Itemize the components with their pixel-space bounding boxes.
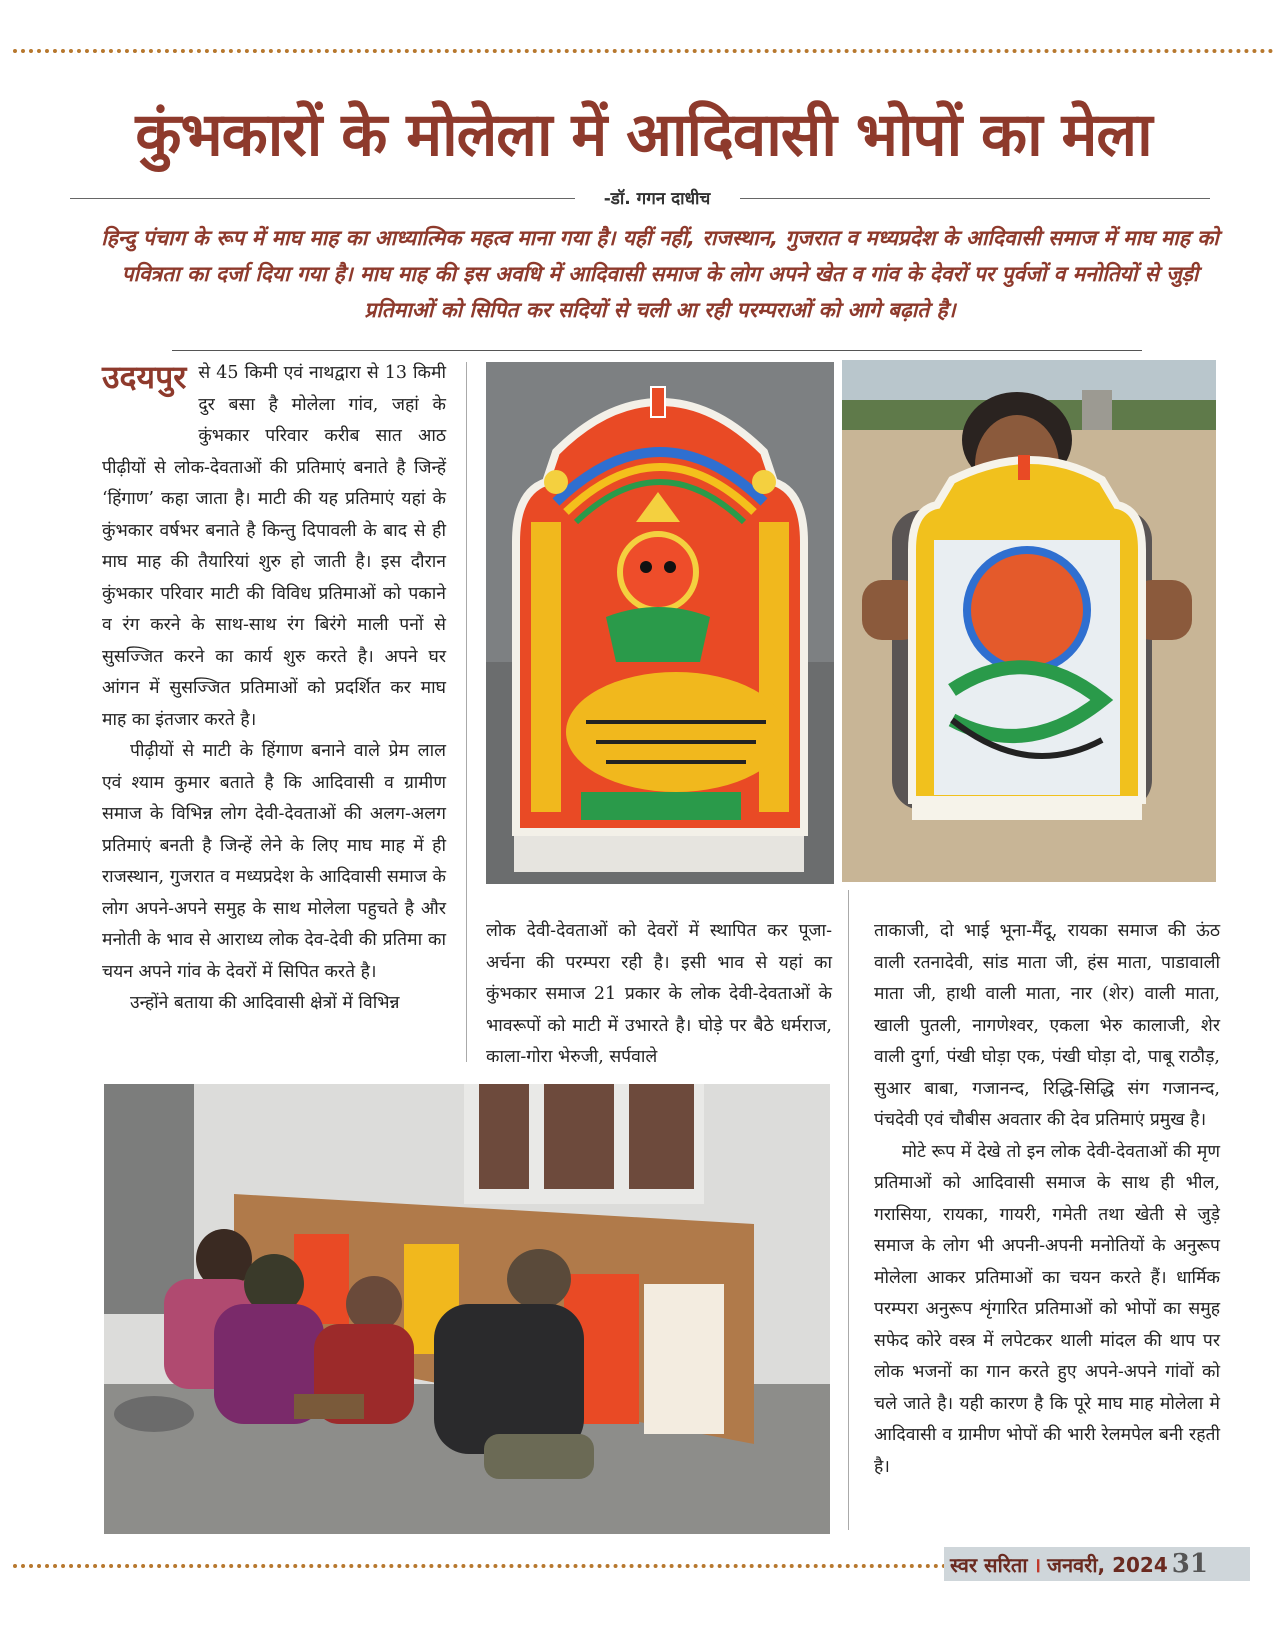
col1-paragraph-2: पीढ़ीयों से माटी के हिंगाण बनाने वाले प्रेम लाल एवं श्याम कुमार बताते है कि आदिवासी व ग्रामीण समाज के विभिन्न लोग देवी-देवताओं की अलग-अलग प्रतिमाएं बनती है जिन्हें लेने के लिए माघ माह में ही राजस्थान, गुजरात व मध्यप्रदेश के आदिवासी समाज के लोग अपने-अपने समुह के साथ मोलेला पहुचते है और मनोती के भाव से आराध्य लोक देव-देवी की प्रतिमा का चयन अपने गांव के देवरों में सिपित करते है। [102, 741, 446, 982]
article-column-3 [874, 916, 1220, 1483]
byline-rule-right [740, 198, 1210, 199]
column-divider-2 [848, 890, 849, 1530]
man-holding-plaque-photo [842, 360, 1216, 882]
col3-paragraph-1: ताकाजी, दो भाई भूना-मैंदू, रायका समाज की ऊंठ वाली रतनादेवी, सांड माता जी, हंस माता, पाडावाली माता जी, हाथी वाली माता, नार (शेर) वाली माता, खाली पुतली, नागणेश्वर, एकला भेरु कालाजी, शेर वाली दुर्गा, पंखी घोड़ा एक, पंखी घोड़ा दो, पाबू राठौड़, सुआर बाबा, गजानन्द, रिद्धि-सिद्धि संग गजानन्द, पंचदेवी एवं चौबीस अवतार की देव प्रतिमाएं प्रमुख है। [874, 921, 1220, 1130]
author-byline: -डॉ. गगन दाधीच [603, 189, 711, 209]
man-holding-plaque-image [842, 360, 1216, 882]
artisans-painting-image [104, 1084, 830, 1534]
artisans-painting-photo [104, 1084, 830, 1534]
col1-paragraph-1: से 45 किमी एवं नाथद्वारा से 13 किमी दुर बसा है मोलेला गांव, जहां के कुंभकार परिवार करीब सात आठ पीढ़ीयों से लोक-देवताओं की प्रतिमाएं बनाते है जिन्हें ‘हिंगाण’ कहा जाता है। माटी की यह प्रतिमाएं यहां के कुंभकार वर्षभर बनाते है किन्तु दिपावली के बाद से ही माघ माह की तैयारियां शुरु हो जाती है। इस दौरान कुंभकार परिवार माटी की विविध प्रतिमाओं को पकाने व रंग करने के साथ-साथ रंग बिरंगे माली पनों से सुसज्जित करने का कार्य शुरु करते है। अपने घर आंगन में सुसज्जित प्रतिमाओं को प्रदर्शित कर माघ माह का इंतजार करते है। [102, 363, 446, 730]
footer-separator: । [1033, 1553, 1042, 1577]
page-number: 31 [1171, 1549, 1208, 1579]
column-divider-1 [466, 362, 467, 1062]
magazine-name: स्वर सरिता [950, 1553, 1028, 1577]
issue-date: जनवरी, 2024 [1047, 1553, 1168, 1577]
byline-rule-left [70, 198, 575, 199]
article-column-2 [486, 916, 832, 1074]
col2-paragraph-1: लोक देवी-देवताओं को देवरों में स्थापित कर पूजा-अर्चना की परम्परा रही है। इसी भाव से यहां का कुंभकार समाज 21 प्रकार के लोक देवी-देवताओं के भावरूपों को माटी में उभारते है। घोड़े पर बैठे धर्मराज, काला-गोरा भेरुजी, सर्पवाले [486, 921, 832, 1067]
dropcap-place: उदयपुर [102, 358, 187, 396]
col3-paragraph-2: मोटे रूप में देखे तो इन लोक देवी-देवताओं की मृण प्रतिमाओं को आदिवासी समाज के साथ ही भील, गरासिया, रायका, गायरी, गमेती तथा खेती से जुड़े समाज के लोग भी अपनी-अपनी मनोतियों के अनुरूप मोलेला आकर प्रतिमाओं का चयन करते हैं। धार्मिक परम्परा अनुरूप शृंगारित प्रतिमाओं को भोपों का समुह सफेद कोरे वस्त्र में लपेटकर थाली मांदल की थाप पर लोक भजनों का गान करते हुए अपने-अपने गांवों को चले जाते है। यही कारण है कि पूरे माघ माह मोलेला मे आदिवासी व ग्रामीण भोपों की भारी रेलमपेल बनी रहती है। [874, 1141, 1220, 1477]
article-column-1 [102, 358, 446, 1020]
goddess-plaque-photo [486, 362, 834, 884]
top-dotted-rule [13, 49, 1274, 53]
goddess-plaque-image [486, 362, 834, 884]
page-title: कुंभकारों के मोलेला में आदिवासी भोपों का मेला [135, 100, 1152, 170]
bottom-dotted-rule [13, 1564, 947, 1568]
page-footer [944, 1547, 1250, 1581]
intro-rule [172, 350, 1142, 351]
intro-paragraph: हिन्दु पंचाग के रूप में माघ माह का आध्यात्मिक महत्व माना गया है। यहीं नहीं, राजस्थान, गुजरात व मध्यप्रदेश के आदिवासी समाज में माघ माह को पवित्रता का दर्जा दिया गया है। माघ माह की इस अवधि में आदिवासी समाज के लोग अपने खेत व गांव के देवरों पर पुर्वजों व मनोतियों से जुड़ी प्रतिमाओं को सिपित कर सदियों से चली आ रही परम्पराओं को आगे बढ़ाते है। [101, 226, 1219, 322]
col1-paragraph-3: उन्होंने बताया की आदिवासी क्षेत्रों में विभिन्न [130, 993, 400, 1013]
